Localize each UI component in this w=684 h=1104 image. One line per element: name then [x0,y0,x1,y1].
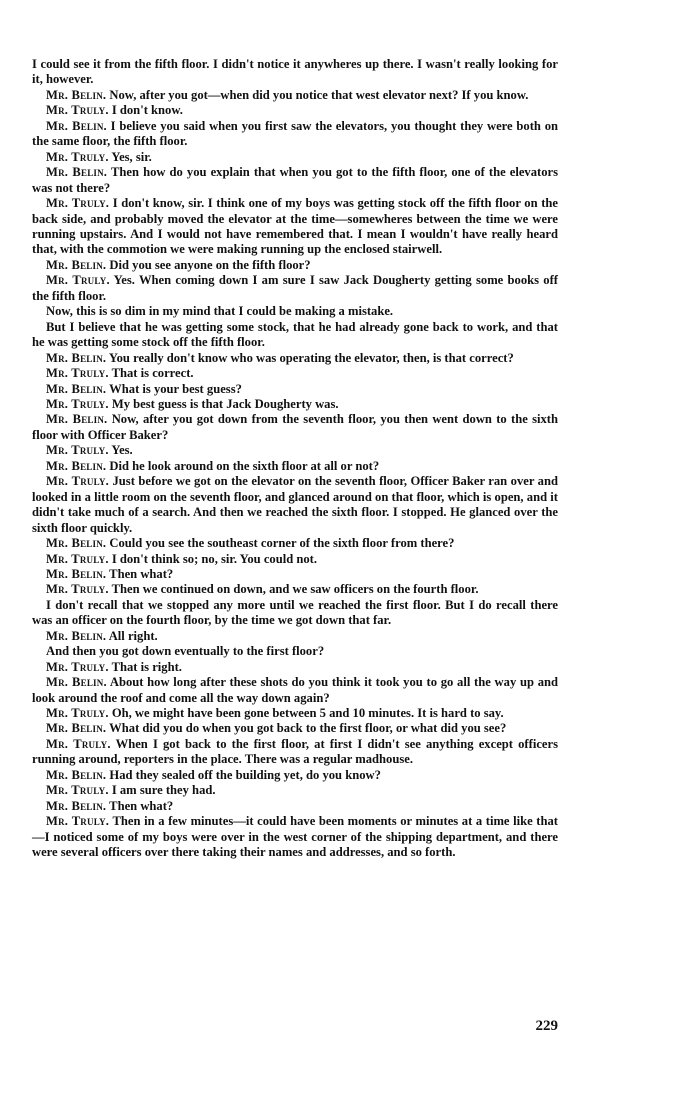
speaker-label: Mr. Truly. [46,149,109,164]
speaker-label: Mr. Truly. [46,196,110,211]
paragraph [32,721,558,736]
paragraph [32,799,558,814]
paragraph [32,706,558,721]
paragraph [32,783,558,798]
paragraph [32,552,558,567]
paragraph-text: Yes. When coming down I am sure I saw Jack Dougherty getting some books off the fifth floor. [32,273,558,303]
speaker-label: Mr. Truly. [46,474,110,489]
speaker-label: Mr. Belin. [46,721,107,736]
speaker-label: Mr. Belin. [46,118,107,133]
paragraph [32,196,558,258]
speaker-label: Mr. Belin. [46,87,107,102]
paragraph-text: That is correct. [108,366,194,381]
paragraph [32,304,558,319]
paragraph-text: I don't think so; no, sir. You could not. [108,551,318,566]
paragraph-text: You really don't know who was operating the elevator, then, is that correct? [106,350,514,365]
paragraph-text: Just before we got on the elevator on the seventh floor, Officer Baker ran over and looked in a little room on the seventh floor, and glanced around on that floor, which is open, and it didn't take much of a search. And then we reached the sixth floor. I stopped. He glanced over the sixth floor quickly. [32,474,558,535]
paragraph [32,103,558,118]
paragraph-text: But I believe that he was getting some stock, that he had already gone back to work, and that he was getting some stock off the fifth floor. [32,319,558,350]
paragraph-text: Then we continued on down, and we saw officers on the fourth floor. [108,582,479,597]
paragraph [32,629,558,644]
speaker-label: Mr. Belin. [46,628,107,643]
paragraph [32,351,558,366]
paragraph [32,258,558,273]
paragraph [32,412,558,443]
speaker-label: Mr. Truly. [46,273,110,288]
paragraph-text: I don't know, sir. I think one of my boys was getting stock off the fifth floor on the back side, and probably moved the elevator at the time—somewheres between the time we were running upstairs. And I would not have remembered that. I mean I wouldn't have really heard that, with the commotion we were making running up the enclosed stairwell. [32,196,558,257]
speaker-label: Mr. Truly. [46,443,109,458]
speaker-label: Mr. Belin. [46,257,107,272]
paragraph-text: I believe you said when you first saw the elevators, you thought they were both on the same floor, the fifth floor. [32,118,559,149]
speaker-label: Mr. Belin. [46,165,108,180]
paragraph-text: Then what? [106,566,174,581]
paragraph [32,273,558,304]
paragraph-text: I don't recall that we stopped any more until we reached the first floor. But I do recall there was an officer on the fourth floor, by the time we got down that far. [32,597,558,628]
paragraph-text: Yes, sir. [108,149,152,164]
page-number: 229 [535,1018,558,1034]
paragraph-text: I am sure they had. [108,783,216,798]
paragraph-text: Did you see anyone on the fifth floor? [106,257,311,272]
paragraph-text: When I got back to the first floor, at first I didn't see anything except officers running around, reporters in the place. There was a regular madhouse. [32,736,558,767]
paragraph-text: Then what? [106,798,174,813]
paragraph-text: Had they sealed off the building yet, do you know? [106,767,381,782]
paragraph-text: Oh, we might have been gone between 5 and 10 minutes. It is hard to say. [108,706,504,721]
speaker-label: Mr. Truly. [46,814,110,829]
speaker-label: Mr. Belin. [46,798,107,813]
paragraph-text: All right. [106,628,158,643]
speaker-label: Mr. Truly. [46,659,109,674]
paragraph [32,814,558,860]
paragraph [32,459,558,474]
paragraph-text: Did he look around on the sixth floor at all or not? [106,458,380,473]
paragraph-text: What is your best guess? [106,381,242,396]
paragraph-text: Could you see the southeast corner of the sixth floor from there? [106,536,455,551]
paragraph-text: And then you got down eventually to the first floor? [46,644,325,659]
paragraph [32,443,558,458]
paragraph [32,737,558,768]
paragraph [32,474,558,536]
speaker-label: Mr. Belin. [46,350,107,365]
paragraph [32,119,558,150]
paragraph-text: I don't know. [108,103,183,118]
speaker-label: Mr. Truly. [46,582,109,597]
speaker-label: Mr. Belin. [46,675,107,690]
speaker-label: Mr. Belin. [46,381,107,396]
paragraph-text: Then in a few minutes—it could have been moments or minutes at a time like that—I noticed some of my boys were over in the west corner of the shipping department, and there were several officers over there taking their names and addresses, and so forth. [32,814,558,860]
paragraph-text: I could see it from the fifth floor. I didn't notice it anywheres up there. I wasn't really looking for it, however. [32,57,558,87]
paragraph [32,382,558,397]
paragraph [32,165,558,196]
paragraph [32,675,558,706]
speaker-label: Mr. Truly. [46,783,109,798]
paragraph [32,660,558,675]
paragraph-text: Now, after you got—when did you notice that west elevator next? If you know. [106,87,529,102]
paragraph-text: My best guess is that Jack Dougherty was. [108,396,339,411]
speaker-label: Mr. Truly. [46,706,109,721]
paragraph [32,57,558,88]
speaker-label: Mr. Truly. [46,736,111,751]
paragraph-text: Then how do you explain that when you got to the fifth floor, one of the elevators was not there? [32,165,558,195]
paragraph-text: Now, this is so dim in my mind that I could be making a mistake. [46,304,394,319]
paragraph [32,768,558,783]
paragraph [32,536,558,551]
paragraph [32,644,558,659]
paragraph-text: Now, after you got down from the seventh floor, you then went down to the sixth floor with Officer Baker? [32,412,558,442]
paragraph [32,567,558,582]
paragraph [32,366,558,381]
paragraph-text: About how long after these shots do you think it took you to go all the way up and look around the roof and come all the way down again? [32,675,558,705]
speaker-label: Mr. Truly. [46,396,109,411]
speaker-label: Mr. Truly. [46,551,109,566]
testimony-text [32,57,558,861]
paragraph [32,320,558,351]
paragraph [32,582,558,597]
paragraph-text: That is right. [108,659,182,674]
paragraph [32,88,558,103]
speaker-label: Mr. Truly. [46,103,109,118]
speaker-label: Mr. Belin. [46,566,107,581]
speaker-label: Mr. Belin. [46,412,108,427]
paragraph-text: Yes. [108,443,133,458]
paragraph [32,397,558,412]
paragraph [32,150,558,165]
speaker-label: Mr. Belin. [46,536,107,551]
paragraph-text: What did you do when you got back to the first floor, or what did you see? [106,721,507,736]
speaker-label: Mr. Truly. [46,366,109,381]
speaker-label: Mr. Belin. [46,458,107,473]
paragraph [32,598,558,629]
speaker-label: Mr. Belin. [46,767,107,782]
